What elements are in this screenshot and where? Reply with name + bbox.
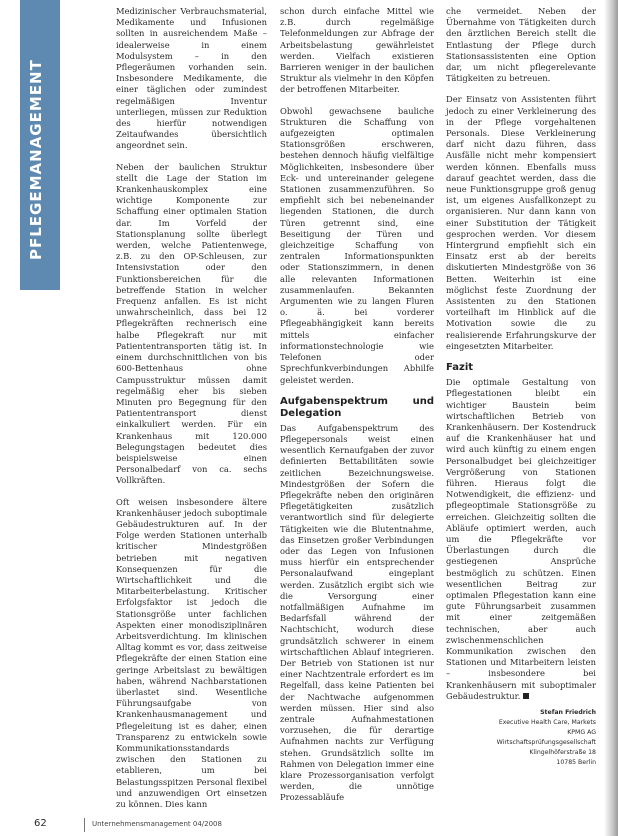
paragraph-text: Die optimale Gestaltung von Pflegestationen bleibt ein wichtiger Baustein beim wirtschaftlichen Betrieb von Krankenhäusern. Der Kostendruck auf die Krankenhäuser hat und wird auch künftig zu einem engen Personalbudget bei gleichzeitiger Vergrößerung von Stationen führen. Hieraus folgt die Notwendigkeit, die effizienz- und pflegeoptimale Stationsgröße zu erreichen. Gleichzeitig sollten die Abläufe optimiert werden, auch um die Pflegekräfte vor Überlastungen durch die gestiegenen Ansprüche bestmöglich zu schützen. Einen wesentlichen Beitrag zur optimalen Pflegestation kann eine gute Führungsarbeit zusammen mit einer zeitgemäßen technischen, aber auch zwischenmenschlichen Kommunikation zwischen den Stationen und Mitarbeitern leisten – insbesondere bei Krankenhäusern mit suboptimaler Gebäudestruktur. bbox=[446, 377, 596, 701]
author-block bbox=[446, 708, 596, 768]
paragraph: che vermeidet. Neben der Übernahme von Tätigkeiten durch den ärztlichen Bereich stellt die Entlastung der Pflege durch Stationsassistenten eine Option dar, um nicht pflegerelevante Tätigkeiten zu betreuen. bbox=[446, 6, 596, 84]
paragraph bbox=[446, 377, 596, 702]
author-line: Wirtschaftsprüfungsgesellschaft bbox=[496, 738, 596, 746]
author-line: Executive Health Care, Markets bbox=[498, 718, 596, 726]
paragraph: Obwohl gewachsene bauliche Strukturen die Schaffung von aufgezeigten optimalen Stationsgrößen erschweren, bestehen dennoch häufig vielfältige Möglichkeiten, insbesondere über Eck- und untereinander gelegene Stationen zusammenzuführen. So empfiehlt sich bei nebeneinander liegenden Stationen, die durch Türen getrennt sind, eine Beseitigung der Türen und gleichzeitige Schaffung von zentralen Informationspunkten oder Stationszimmern, in denen alle relevanten Informationen zusammenlaufen. Bekannten Argumenten wie zu langen Fluren o. ä. bei vorderer Pflegeabhängigkeit kann bereits mittels einfacher informationstechnologie wie Telefonen oder Sprechfunkverbindungen Abhilfe geleistet werden. bbox=[280, 105, 434, 385]
column-3 bbox=[446, 6, 596, 768]
section-label: PFLEGEMANAGEMENT bbox=[27, 59, 45, 260]
paragraph: Medizinischer Verbrauchsmaterial, Medikamente und Infusionen sollten in ausreichendem Maße – idealerweise in einem Modulsystem – in den Pflegeräumen vorhanden sein. Insbesondere Medikamente, die einer täglichen oder zumindest regelmäßigen Inventur unterliegen, müssen zur Reduktion des hierfür notwendigen Zeitaufwandes übersichtlich angeordnet sein. bbox=[116, 6, 267, 151]
paragraph: Oft weisen insbesondere ältere Krankenhäuser jedoch suboptimale Gebäudestrukturen auf. In der Folge werden Stationen unterhalb kritischer Mindestgrößen betrieben mit negativen Konsequenzen für die Wirtschaftlichkeit und die Mitarbeiterbelastung. Kritischer Erfolgsfaktor ist jedoch die Stationsgröße unter fachlichen Aspekten einer monodisziplinären Arbeitsverdichtung. Im klinischen Alltag kommt es vor, dass zeitweise Pflegekräfte der einen Station eine geringe Arbeitslast zu bewältigen haben, während Nachbarstationen überlastet sind. Wesentliche Führungsaufgabe von Krankenhausmanagement und Pflegeleitung ist es daher, einen Transparenz zu entwickeln sowie Kommunikationsstandards zwischen den Stationen zu etablieren, um bei Belastungsspitzen Personal flexibel und anzuwendigen Ort einsetzen zu können. Dies kann bbox=[116, 496, 267, 810]
section-heading: Fazit bbox=[446, 362, 474, 374]
paragraph: Neben der baulichen Struktur stellt die Lage der Station im Krankenhauskomplex eine wichtige Komponente zur Schaffung einer optimalen Station dar. Im Vorfeld der Stationsplanung sollte überlegt werden, welche Patientenwege, z.B. zu den OP-Schleusen, zur Intensivstation oder den Funktionsbereichen für die betreffende Station in welcher Frequenz anfallen. Es ist nicht unwahrscheinlich, dass bei 12 Pflegekräften rechnerisch eine halbe Pflegekraft nur mit Patiententransporten tätig ist. In einem durchschnittlichen von bis 600-Bettenhaus ohne Campusstruktur müssen damit regelmäßig eher bis sieben Minuten pro Begegnung für den Patiententransport dienst einkalkuliert werden. Für ein Krankenhaus mit 120.000 Belegungstagen bedeutet dies beispielsweise einen Personalbedarf von ca. sechs Vollkräften. bbox=[116, 161, 267, 486]
paragraph: Der Einsatz von Assistenten führt jedoch zu einer Verkleinerung des in der Pflege vorgehaltenen Personals. Diese Verkleinerung darf nicht dazu führen, dass Ausfälle nicht mehr kompensiert werden können. Ebenfalls muss darauf geachtet werden, dass die neue Funktionsgruppe groß genug ist, um eigenes Ausfallkonzept zu organisieren. Nur dann kann von einer Substitution der Tätigkeit gesprochen werden. Vor diesem Hintergrund empfiehlt sich ein Einsatz erst ab der bereits diskutierten Mindestgröße von 36 Betten. Weiterhin ist eine möglichst feste Zuordnung der Assistenten zu den Stationen vorteilhaft im Hinblick auf die Motivation sowie die zu realisierende Erfahrungskurve der eingesetzten Mitarbeiter. bbox=[446, 94, 596, 351]
column-1 bbox=[116, 6, 267, 810]
section-heading: Aufgabenspektrum und Delegation bbox=[280, 395, 434, 419]
section-band bbox=[20, 0, 60, 290]
page-footer bbox=[0, 818, 618, 836]
paragraph: schon durch einfache Mittel wie z.B. durch regelmäßige Telefonmeldungen zur Abfrage der Arbeitsbelastung gewährleistet werden. Vielfach existieren Barrieren weniger in der baulichen Struktur als vielmehr in den Köpfen der betroffenen Mitarbeiter. bbox=[280, 6, 434, 95]
page-number: 62 bbox=[34, 818, 47, 829]
author-name: Stefan Friedrich bbox=[540, 708, 596, 716]
footer-divider bbox=[84, 818, 85, 832]
author-line: KPMG AG bbox=[567, 728, 596, 736]
paragraph: Das Aufgabenspektrum des Pflegepersonals weist einen wesentlich Kernaufgaben der zuvor definierten Bettabilitäten sowie zeitlichen Bezeichnungsweise. Mindestgrößen der Sofern die Pflegekräfte neben den originären Pflegetätigkeiten zusätzlich verantwortlich sind für delegierte Tätigkeiten wie die Blutentnahme, das Einsetzen großer Verbindungen oder das Legen von Infusionen muss hierfür ein entsprechender Personalaufwand eingeplant werden. Zusätzlich ergibt sich wie die Versorgung einer notfallmäßigen Aufnahme im Bedarfsfall während der Nachtschicht, wodurch diese grundsätzlich schwerer in einem wirtschaftlichen Ablauf integrieren. Der Betrieb von Stationen ist nur einer Nachtzentrale erfordert es im Regelfall, dass keine Patienten bei der Nachtwache aufgenommen werden müssen. Hier sind also zentrale Aufnahmestationen vorzusehen, die für derartige Aufnahmen nachts zur Verfügung stehen. Grundsätzlich sollte im Rahmen von Delegation immer eine klare Prozessorganisation verfolgt werden, die unnötige Prozessabläufe bbox=[280, 422, 434, 803]
column-2 bbox=[280, 6, 434, 804]
end-mark-icon bbox=[523, 693, 529, 699]
page-edge-shadow bbox=[604, 0, 618, 836]
journal-name: Unternehmensmanagement 04/2008 bbox=[92, 820, 222, 828]
author-line: Klingelhöferstraße 18 bbox=[529, 748, 596, 756]
author-line: 10785 Berlin bbox=[556, 758, 596, 766]
